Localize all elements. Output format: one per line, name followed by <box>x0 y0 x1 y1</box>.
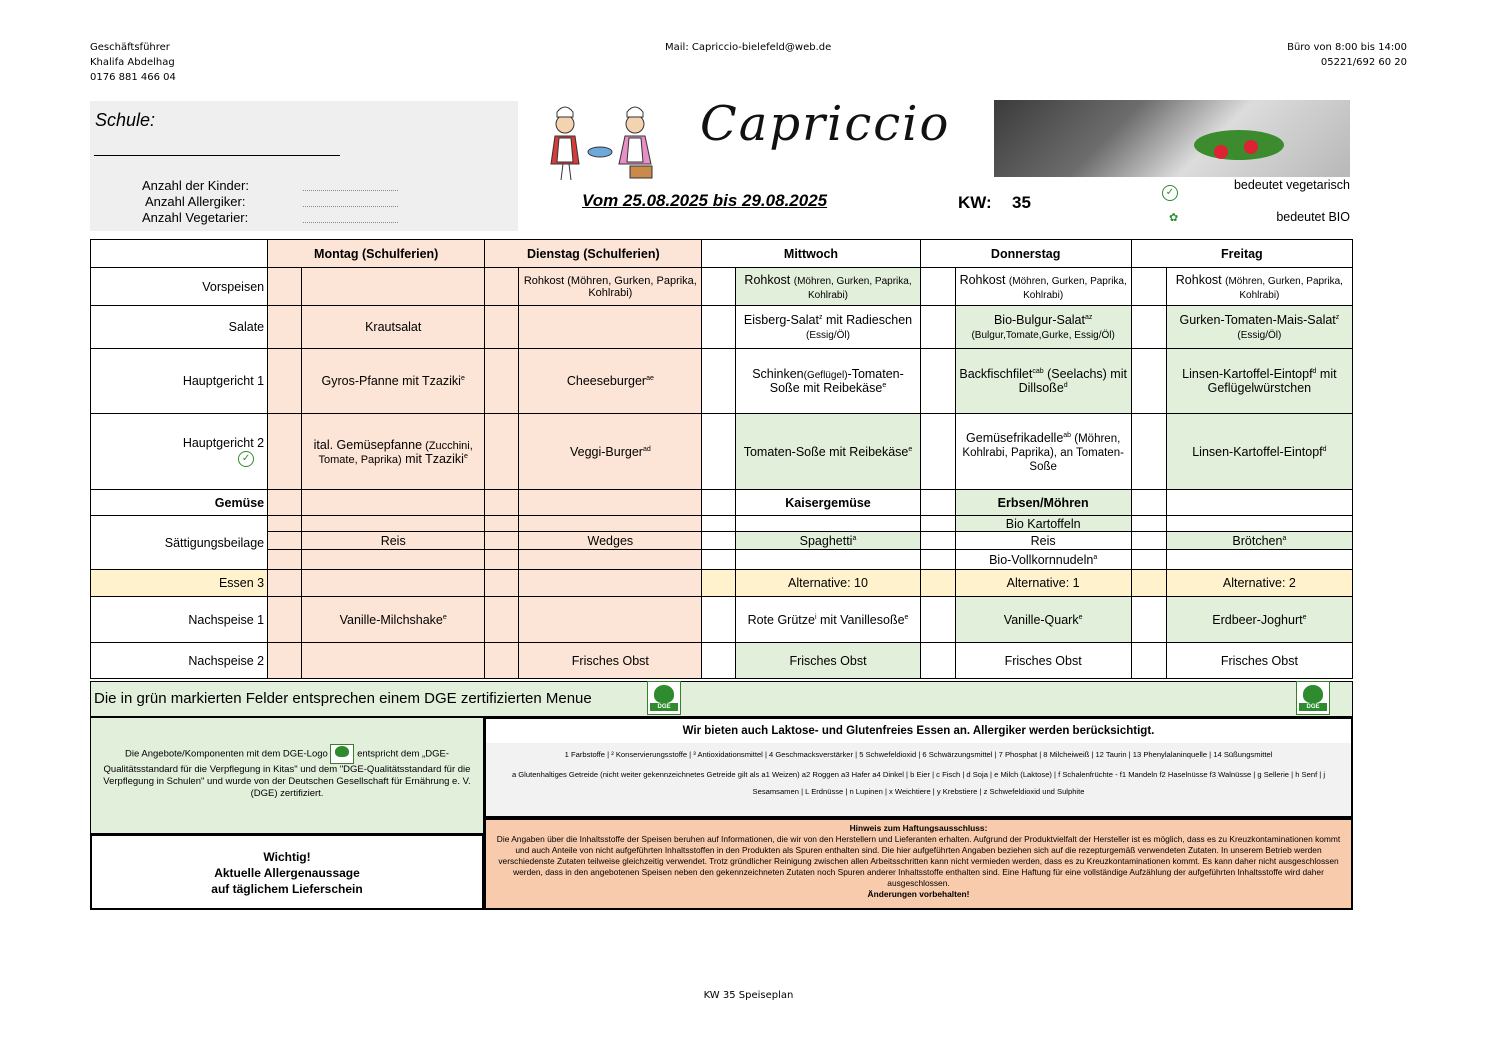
allergen-box <box>484 717 1353 818</box>
menu-cell: Kaisergemüse <box>736 490 920 516</box>
menu-cell: Gurken-Tomaten-Mais-Salat$^z$ (Essig/Öl) <box>1166 306 1352 349</box>
menu-cell: Rote Grütze$^i$ mit Vanillesoße$^e$ <box>736 597 920 643</box>
day-header: Dienstag (Schulferien) <box>485 240 702 268</box>
office-info: Büro von 8:00 bis 14:00 05221/692 60 20 <box>1287 42 1407 68</box>
day-header: Freitag <box>1131 240 1352 268</box>
menu-cell: Rohkost (Möhren, Gurken, Paprika, Kohlrabi) <box>1166 268 1352 306</box>
row-label: Sättigungsbeilage <box>91 516 268 570</box>
vegetarian-icon: ✓ <box>1162 182 1178 201</box>
table-row <box>91 349 1353 414</box>
dge-logo: DGE <box>1296 681 1330 715</box>
table-row <box>91 643 1353 679</box>
menu-cell: Bio Kartoffeln <box>955 516 1131 532</box>
row-label: Hauptgericht 2 ✓ <box>91 414 268 490</box>
allergen-additives: 1 Farbstoffe | ² Konservierungsstoffe | ³ Antioxidationsmittel | 4 Geschmacksverstärker | 5 Schwefeldioxid | 6 Schwärzungsmittel | 7 Phosphat | 8 Milcheiweiß | 12 Taurin | 13 Phenylalaninquelle | 14 Süßungsmittel <box>564 750 1273 759</box>
menu-cell: Frisches Obst <box>955 643 1131 679</box>
menu-cell: Tomaten-Soße mit Reibekäse$^e$ <box>736 414 920 490</box>
menu-table <box>90 239 1353 679</box>
table-row <box>91 268 1353 306</box>
menu-cell: Frisches Obst <box>519 643 702 679</box>
table-row <box>91 532 1353 550</box>
row-label: Gemüse <box>91 490 268 516</box>
manager-info: Geschäftsführer Khalifa Abdelhag 0176 881 466 04 <box>90 42 176 83</box>
menu-cell: Alternative: 10 <box>736 570 920 597</box>
menu-cell: Reis <box>955 532 1131 550</box>
children-count-field[interactable] <box>303 190 398 191</box>
table-row <box>91 490 1353 516</box>
school-label: Schule: <box>95 110 156 130</box>
menu-cell: Reis <box>302 532 485 550</box>
date-range: Vom 25.08.2025 bis 29.08.2025 <box>582 191 828 210</box>
table-row <box>91 306 1353 349</box>
vegetarian-count-field[interactable] <box>303 222 398 223</box>
menu-cell: Frisches Obst <box>736 643 920 679</box>
menu-cell: Brötchen$^a$ <box>1166 532 1352 550</box>
menu-cell: Gemüsefrikadelle$^{ab}$ (Möhren, Kohlrabi, Paprika), an Tomaten-Soße <box>955 414 1131 490</box>
brand-logo: Capriccio <box>700 96 951 152</box>
table-row <box>91 516 1353 532</box>
menu-cell: Linsen-Kartoffel-Eintopf$^d$ mit Geflügelwürstchen <box>1166 349 1352 414</box>
row-label: Nachspeise 2 <box>91 643 268 679</box>
menu-cell: Rohkost (Möhren, Gurken, Paprika, Kohlrabi) <box>736 268 920 306</box>
row-label: Vorspeisen <box>91 268 268 306</box>
menu-cell: Cheeseburger$^{ae}$ <box>519 349 702 414</box>
menu-cell: Spaghetti$^a$ <box>736 532 920 550</box>
menu-cell: Erdbeer-Joghurt$^e$ <box>1166 597 1352 643</box>
dge-logo <box>330 744 354 764</box>
table-row <box>91 597 1353 643</box>
menu-cell: Bio-Bulgur-Salat$^{az}$ (Bulgur,Tomate,Gurke, Essig/Öl) <box>955 306 1131 349</box>
disclaimer-box: Hinweis zum Haftungsausschluss: Die Angaben über die Inhaltsstoffe der Speisen beruhen auf Informationen, die wir von den Herstellern und Lieferanten erhalten. Aufgrund der Produktvielfalt der Hersteller ist es möglich, dass es zu Kreuzkontaminationen kommt und auch Anteile von nicht aufgeführten Inhaltsstoffen in den Produkten als Spuren enthalten sind. Die hier aufgeführten Angaben beziehen sich auf die rezepturgemäß verwendeten Zutaten. In unserem Betrieb werden verschiedenste Zutaten teilweise gleichzeitig verwendet. Trotz gründlicher Reinigung zwischen allen Arbeitsschritten kann nicht vermieden werden, dass es zu Kreuzkontaminationen kommt. Es kann daher nicht ausgeschlossen werden, dass in den angebotenen Speisen neben den gekennzeichneten Zutaten noch Spuren anderer Inhaltsstoffe enthalten sind. Eine Haftung für eine vollständige Aufzählung der aufgeführten Inhaltsstoffe wird daher ausgeschlossen. Änderungen vorbehalten! <box>484 818 1353 910</box>
menu-cell: Backfischfilet$^{cab}$ (Seelachs) mit Dillsoße$^d$ <box>955 349 1131 414</box>
menu-cell: Linsen-Kartoffel-Eintopf$^d$ <box>1166 414 1352 490</box>
important-box: Wichtig! Aktuelle Allergenaussage auf täglichem Lieferschein <box>90 834 484 910</box>
menu-cell: Gyros-Pfanne mit Tzaziki$^e$ <box>302 349 485 414</box>
allergic-count-label: Anzahl Allergiker: <box>145 194 246 209</box>
day-header-row <box>91 240 1353 268</box>
page-footer: KW 35 Speiseplan <box>703 990 794 1001</box>
menu-cell: Vanille-Quark$^e$ <box>955 597 1131 643</box>
vegetarian-count-label: Anzahl Vegetarier: <box>142 210 249 225</box>
menu-cell: Erbsen/Möhren <box>955 490 1131 516</box>
menu-cell: Wedges <box>519 532 702 550</box>
bio-icon: ✿ <box>1169 212 1179 224</box>
vegetarian-icon: ✓ <box>238 451 254 467</box>
row-label: Hauptgericht 1 <box>91 349 268 414</box>
table-row <box>91 570 1353 597</box>
menu-cell: Krautsalat <box>302 306 485 349</box>
week-number: 35 <box>1012 193 1031 212</box>
table-row <box>91 414 1353 490</box>
email-info: Mail: Capriccio-bielefeld@web.de <box>665 42 832 53</box>
menu-cell: ital. Gemüsepfanne (Zucchini, Tomate, Paprika) mit Tzaziki$^e$ <box>302 414 485 490</box>
week-label: KW: <box>958 193 992 212</box>
row-label: Essen 3 <box>91 570 268 597</box>
food-photo <box>994 100 1350 177</box>
menu-cell: Eisberg-Salat$^z$ mit Radieschen (Essig/Öl) <box>736 306 920 349</box>
day-header: Mittwoch <box>702 240 920 268</box>
day-header: Donnerstag <box>920 240 1131 268</box>
school-name-line[interactable] <box>94 155 340 156</box>
table-row <box>91 550 1353 570</box>
dge-logo: DGE <box>647 681 681 715</box>
legend-vegetarian: bedeutet vegetarisch <box>1233 178 1350 192</box>
allergen-title: Wir bieten auch Laktose- und Glutenfreies Essen an. Allergiker werden berücksichtigt. <box>486 719 1351 743</box>
day-header: Montag (Schulferien) <box>268 240 485 268</box>
children-count-label: Anzahl der Kinder: <box>142 178 249 193</box>
menu-cell: Vanille-Milchshake$^e$ <box>302 597 485 643</box>
menu-cell: Veggi-Burger$^{ad}$ <box>519 414 702 490</box>
dge-note: Die in grün markierten Felder entsprechen einem DGE zertifizierten Menue <box>94 690 592 707</box>
menu-cell: Alternative: 1 <box>955 570 1131 597</box>
allergen-list: a Glutenhaltiges Getreide (nicht weiter gekennzeichnetes Getreide gilt als a1 Weizen) a2 Roggen a3 Hafer a4 Dinkel | b Eier | c Fisch | d Soja | e Milch (Laktose) | f Schalenfrüchte - f1 Mandeln f2 Haselnüsse f3 Walnüsse | g Sellerie | h Senf | j <box>511 770 1326 779</box>
menu-cell: Rohkost (Möhren, Gurken, Paprika, Kohlrabi) <box>519 268 702 306</box>
menu-cell: Alternative: 2 <box>1166 570 1352 597</box>
row-label: Nachspeise 1 <box>91 597 268 643</box>
menu-cell: Rohkost (Möhren, Gurken, Paprika, Kohlrabi) <box>955 268 1131 306</box>
menu-cell: Bio-Vollkornnudeln$^a$ <box>955 550 1131 570</box>
legend-bio: bedeutet BIO <box>1276 210 1350 224</box>
dge-info-box: Die Angebote/Komponenten mit dem DGE-Logo entspricht dem „DGE-Qualitätsstandard für die Verpflegung in Kitas" und dem "DGE-Qualitätsstandard für die Verpflegung in Schulen" und wurde von der Deutschen Gesellschaft für Ernährung e. V. (DGE) zertifiziert. <box>90 717 484 834</box>
allergen-list-cont: Sesamsamen | L Erdnüsse | n Lupinen | x Weichtiere | y Krebstiere | z Schwefeldioxid und Sulphite <box>752 787 1085 796</box>
allergic-count-field[interactable] <box>303 206 398 207</box>
menu-cell: Schinken(Geflügel)-Tomaten-Soße mit Reibekäse$^e$ <box>736 349 920 414</box>
cooking-kids-image <box>535 104 670 184</box>
menu-cell: Frisches Obst <box>1166 643 1352 679</box>
row-label: Salate <box>91 306 268 349</box>
